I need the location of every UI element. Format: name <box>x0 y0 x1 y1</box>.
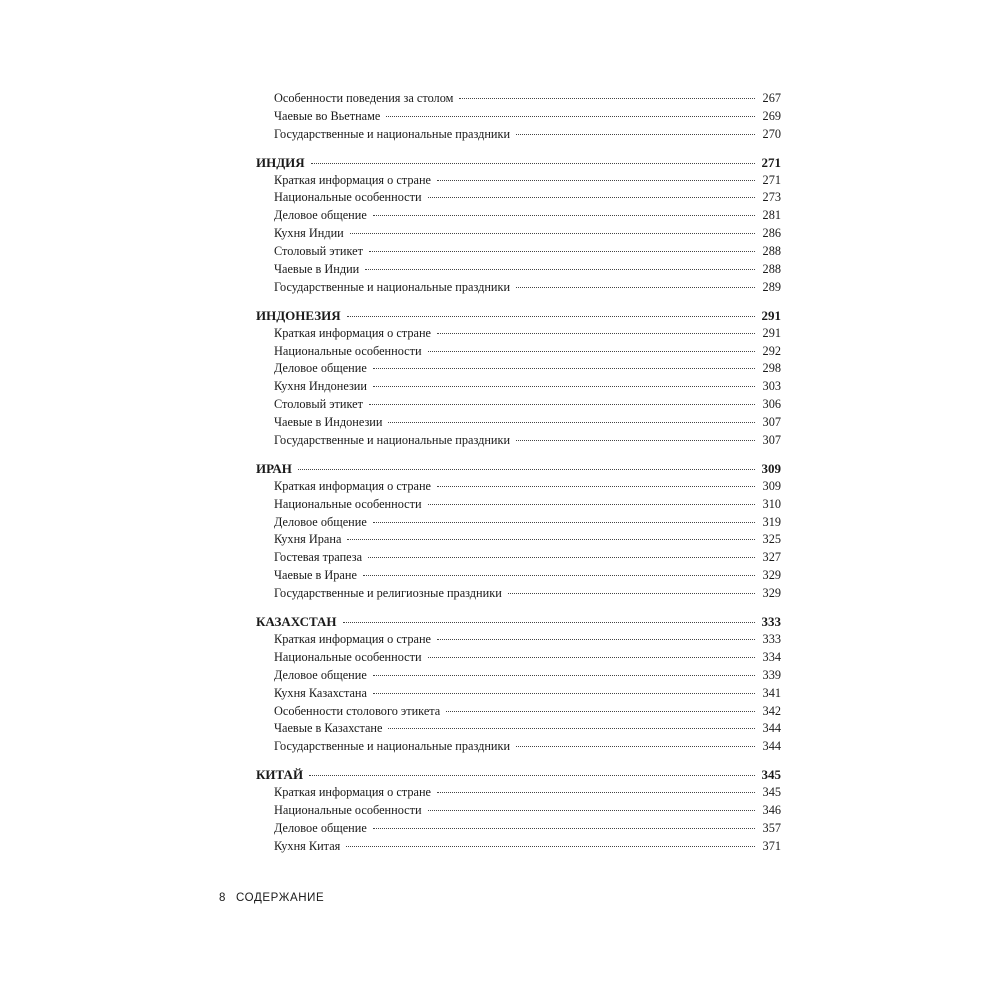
toc-entry-page: 281 <box>762 208 781 223</box>
dot-leader <box>373 828 755 829</box>
dot-leader <box>428 351 755 352</box>
toc-entry-page: 298 <box>762 361 781 376</box>
toc-entry <box>256 649 781 667</box>
toc-entry-title: Особенности поведения за столом <box>274 91 454 105</box>
toc-entry-page: 346 <box>762 802 781 817</box>
toc-entry <box>256 514 781 532</box>
toc-entry <box>256 685 781 703</box>
toc-entry-page: 269 <box>762 108 781 123</box>
dot-leader <box>363 575 755 576</box>
toc-entry-title: Деловое общение <box>274 514 367 529</box>
dot-leader <box>365 269 755 270</box>
toc-entry-page: 292 <box>762 343 781 358</box>
toc-entry-title: Кухня Казахстана <box>274 685 367 700</box>
toc-entry-title: Кухня Индонезии <box>274 379 367 394</box>
toc-entry-page: 339 <box>762 667 781 682</box>
toc-section-heading <box>256 154 781 172</box>
dot-leader <box>437 333 755 334</box>
toc-entry <box>256 225 781 243</box>
toc-entry <box>256 838 781 856</box>
toc-entry-title: Краткая информация о стране <box>274 478 431 493</box>
toc-entry-title: Государственные и национальные праздники <box>274 739 511 754</box>
dot-leader <box>516 746 755 747</box>
toc-entry-page: 310 <box>762 496 781 511</box>
toc-entry-title: Столовый этикет <box>274 244 363 259</box>
dot-leader <box>373 386 755 387</box>
toc-entry <box>256 802 781 820</box>
dot-leader <box>368 557 755 558</box>
dot-leader <box>386 116 755 117</box>
toc-entry-page: 344 <box>762 721 781 736</box>
toc-entry <box>256 784 781 802</box>
toc-entry <box>256 703 781 721</box>
toc-entry-title: Краткая информация о стране <box>274 631 431 646</box>
toc-entry <box>256 261 781 279</box>
toc-entry-page: 334 <box>762 649 781 664</box>
table-of-contents <box>256 90 781 866</box>
toc-section-heading <box>256 460 781 478</box>
toc-entry-page: 286 <box>762 226 781 241</box>
dot-leader <box>428 810 755 811</box>
toc-entry <box>256 343 781 361</box>
toc-entry-page: 357 <box>762 820 781 835</box>
toc-entry <box>256 414 781 432</box>
toc-entry-title: Краткая информация о стране <box>274 172 431 187</box>
toc-group-continued <box>256 90 781 144</box>
dot-leader <box>428 197 755 198</box>
toc-section-heading-page: 291 <box>761 307 781 323</box>
toc-entry <box>256 378 781 396</box>
toc-entry-title: Деловое общение <box>274 820 367 835</box>
dot-leader <box>373 522 755 523</box>
toc-entry-title: Чаевые в Иране <box>274 568 357 583</box>
dot-leader <box>369 404 755 405</box>
toc-entry-page: 344 <box>762 739 781 754</box>
dot-leader <box>437 486 755 487</box>
toc-entry <box>256 667 781 685</box>
toc-entry <box>256 567 781 585</box>
toc-entry-title: Государственные и религиозные праздники <box>274 586 502 601</box>
toc-entry-title: Чаевые во Вьетнаме <box>274 108 381 123</box>
dot-leader <box>347 539 755 540</box>
toc-entry-page: 371 <box>762 838 781 853</box>
toc-entry-title: Краткая информация о стране <box>274 325 431 340</box>
toc-section <box>256 154 781 297</box>
toc-entry <box>256 172 781 190</box>
dot-leader <box>373 693 755 694</box>
toc-section <box>256 307 781 450</box>
dot-leader <box>437 639 755 640</box>
toc-entry <box>256 531 781 549</box>
toc-entry-page: 325 <box>762 532 781 547</box>
toc-entry-title: Национальные особенности <box>274 190 422 205</box>
dot-leader <box>508 593 755 594</box>
toc-entry-title: Деловое общение <box>274 667 367 682</box>
toc-entry-page: 267 <box>762 91 781 105</box>
toc-entry-page: 289 <box>762 279 781 294</box>
toc-entry-title: Краткая информация о стране <box>274 785 431 800</box>
toc-entry-page: 309 <box>762 478 781 493</box>
toc-entry-page: 329 <box>762 568 781 583</box>
toc-entry-page: 291 <box>762 325 781 340</box>
toc-entry <box>256 738 781 756</box>
toc-entry-title: Чаевые в Индонезии <box>274 415 383 430</box>
toc-section <box>256 460 781 603</box>
toc-section-heading-title: ИНДИЯ <box>256 154 305 170</box>
toc-entry-page: 270 <box>762 126 781 141</box>
toc-entry-title: Национальные особенности <box>274 343 422 358</box>
toc-entry <box>256 631 781 649</box>
toc-section-heading <box>256 307 781 325</box>
toc-section <box>256 613 781 756</box>
dot-leader <box>437 180 755 181</box>
dot-leader <box>343 622 755 623</box>
toc-section-heading <box>256 613 781 631</box>
toc-entry <box>256 549 781 567</box>
toc-entry-page: 342 <box>762 703 781 718</box>
toc-entry <box>256 820 781 838</box>
toc-entry-title: Государственные и национальные праздники <box>274 126 511 141</box>
dot-leader <box>459 98 755 99</box>
toc-entry <box>256 189 781 207</box>
toc-entry-page: 333 <box>762 631 781 646</box>
toc-entry <box>256 720 781 738</box>
toc-entry-title: Государственные и национальные праздники <box>274 279 511 294</box>
toc-entry-title: Кухня Ирана <box>274 532 342 547</box>
toc-section-heading-title: ИНДОНЕЗИЯ <box>256 307 341 323</box>
toc-entry-page: 329 <box>762 586 781 601</box>
toc-entry-title: Деловое общение <box>274 361 367 376</box>
toc-entry-page: 288 <box>762 262 781 277</box>
toc-entry-title: Деловое общение <box>274 208 367 223</box>
toc-section <box>256 766 781 855</box>
toc-entry-page: 288 <box>762 244 781 259</box>
toc-section-heading-title: ИРАН <box>256 460 292 476</box>
toc-entry <box>256 243 781 261</box>
dot-leader <box>350 233 755 234</box>
dot-leader <box>373 368 755 369</box>
dot-leader <box>428 504 755 505</box>
toc-entry-page: 273 <box>762 190 781 205</box>
toc-entry <box>256 478 781 496</box>
dot-leader <box>516 440 755 441</box>
toc-entry <box>256 325 781 343</box>
toc-entry <box>256 360 781 378</box>
running-header-label: СОДЕРЖАНИЕ <box>236 892 325 904</box>
toc-entry <box>256 432 781 450</box>
dot-leader <box>373 675 755 676</box>
toc-entry-title: Национальные особенности <box>274 649 422 664</box>
toc-entry <box>256 126 781 144</box>
dot-leader <box>346 846 755 847</box>
toc-entry <box>256 279 781 297</box>
toc-entry-page: 319 <box>762 514 781 529</box>
toc-entry-page: 345 <box>762 785 781 800</box>
dot-leader <box>516 134 755 135</box>
dot-leader <box>369 251 755 252</box>
toc-section-heading-title: КИТАЙ <box>256 767 304 783</box>
toc-entry-title: Столовый этикет <box>274 397 363 412</box>
toc-entry-title: Чаевые в Индии <box>274 262 360 277</box>
toc-section-heading-page: 271 <box>761 154 781 170</box>
dot-leader <box>298 469 755 470</box>
toc-section-heading-title: КАЗАХСТАН <box>256 614 337 630</box>
page-number: 8 <box>219 892 226 904</box>
toc-entry-page: 307 <box>762 415 781 430</box>
toc-entry <box>256 396 781 414</box>
toc-entry <box>256 496 781 514</box>
dot-leader <box>388 728 755 729</box>
toc-entry-title: Национальные особенности <box>274 802 422 817</box>
toc-entry-page: 306 <box>762 397 781 412</box>
toc-entry-page: 341 <box>762 685 781 700</box>
toc-entry-title: Государственные и национальные праздники <box>274 433 511 448</box>
toc-entry-page: 327 <box>762 550 781 565</box>
dot-leader <box>347 316 755 317</box>
toc-entry-page: 303 <box>762 379 781 394</box>
toc-entry-title: Гостевая трапеза <box>274 550 363 565</box>
dot-leader <box>311 163 755 164</box>
dot-leader <box>373 215 755 216</box>
dot-leader <box>388 422 755 423</box>
toc-entry-title: Чаевые в Казахстане <box>274 721 383 736</box>
dot-leader <box>428 657 755 658</box>
dot-leader <box>446 711 755 712</box>
toc-entry-title: Национальные особенности <box>274 496 422 511</box>
dot-leader <box>309 775 755 776</box>
toc-entry-page: 307 <box>762 433 781 448</box>
dot-leader <box>437 792 755 793</box>
page-footer <box>219 892 324 904</box>
toc-entry-title: Особенности столового этикета <box>274 703 441 718</box>
toc-section-heading-page: 345 <box>761 767 781 783</box>
dot-leader <box>516 287 755 288</box>
toc-section-heading-page: 333 <box>761 614 781 630</box>
toc-section-heading <box>256 766 781 784</box>
toc-entry-page: 271 <box>762 172 781 187</box>
toc-section-heading-page: 309 <box>761 460 781 476</box>
toc-entry-title: Кухня Индии <box>274 226 344 241</box>
toc-entry <box>256 108 781 126</box>
toc-entry-title: Кухня Китая <box>274 838 341 853</box>
toc-entry <box>256 207 781 225</box>
toc-entry <box>256 585 781 603</box>
toc-entry <box>256 90 781 108</box>
